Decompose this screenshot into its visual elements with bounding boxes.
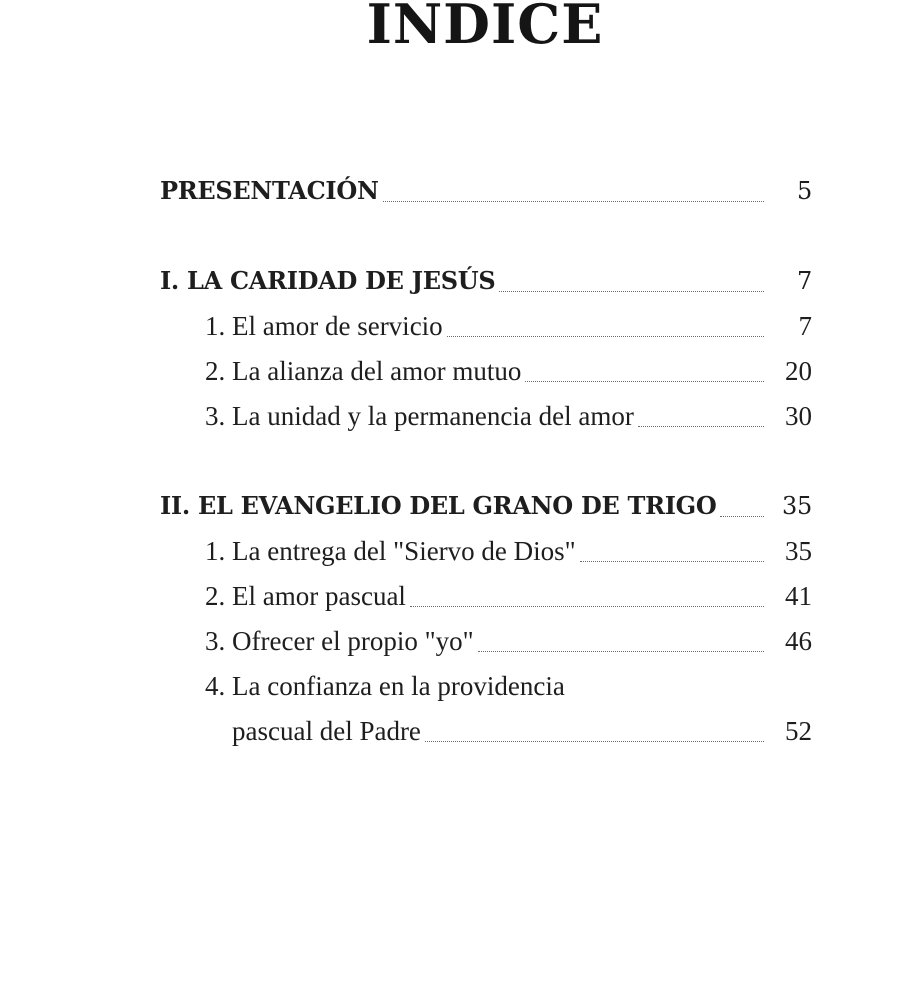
dot-leader	[638, 426, 764, 427]
toc-entry-page: 35	[782, 492, 812, 520]
toc-entry-label: II. EL EVANGELIO DEL GRANO DE TRIGO	[160, 491, 717, 520]
toc-entry-label: 3. Ofrecer el propio "yo"	[205, 626, 474, 656]
toc-entry-page: 7	[798, 311, 812, 341]
dot-leader	[720, 516, 764, 517]
dot-leader	[410, 606, 764, 607]
toc-entry-label: 1. La entrega del "Siervo de Dios"	[205, 536, 576, 566]
dot-leader	[478, 651, 764, 652]
dot-leader	[425, 741, 764, 742]
toc-entry-section-2-2[interactable]	[205, 581, 812, 615]
toc-entry-chapter-1[interactable]	[160, 266, 812, 300]
toc-entry-section-2-4-line1[interactable]: 4. La confianza en la providencia	[205, 671, 565, 701]
toc-entry-label: I. LA CARIDAD DE JESÚS	[160, 266, 496, 295]
dot-leader	[383, 201, 764, 202]
toc-entry-label: 3. La unidad y la permanencia del amor	[205, 401, 634, 431]
toc-entry-label: 1. El amor de servicio	[205, 311, 443, 341]
toc-entry-label: PRESENTACIÓN	[160, 176, 379, 205]
toc-entry-section-2-3[interactable]	[205, 626, 812, 660]
toc-entry-page: 35	[785, 536, 812, 566]
toc-entry-page: 7	[797, 267, 812, 295]
toc-entry-page: 41	[785, 581, 812, 611]
dot-leader	[499, 291, 764, 292]
dot-leader	[447, 336, 764, 337]
dot-leader	[580, 561, 764, 562]
toc-entry-label: 2. La alianza del amor mutuo	[205, 356, 522, 386]
toc-entry-section-2-4[interactable]	[232, 716, 812, 750]
toc-entry-chapter-2[interactable]	[160, 491, 812, 525]
toc-entry-section-1-1[interactable]	[205, 311, 812, 345]
toc-entry-label: pascual del Padre	[232, 716, 421, 746]
toc-entry-page: 5	[797, 177, 812, 205]
toc-entry-presentation[interactable]	[160, 176, 812, 210]
toc-entry-page: 30	[785, 401, 812, 431]
toc-entry-page: 52	[785, 716, 812, 746]
toc-entry-label: 2. El amor pascual	[205, 581, 406, 611]
toc-entry-page: 46	[785, 626, 812, 656]
toc-entry-section-2-1[interactable]	[205, 536, 812, 570]
page-title: INDICE	[366, 0, 604, 56]
dot-leader	[525, 381, 764, 382]
toc-entry-section-1-3[interactable]	[205, 401, 812, 435]
toc-entry-page: 20	[785, 356, 812, 386]
toc-entry-section-1-2[interactable]	[205, 356, 812, 390]
